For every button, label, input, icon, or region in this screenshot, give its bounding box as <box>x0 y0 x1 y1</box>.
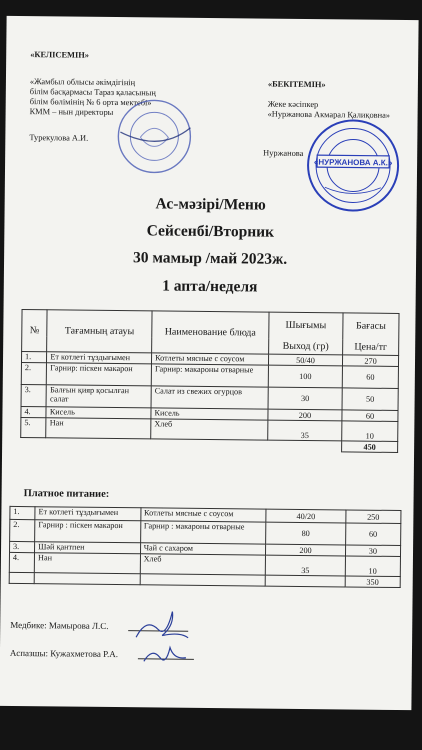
table-row: 1. Ет котлеті тұздығымен Котлеты мясные с соусом 40/20 250 <box>10 506 401 523</box>
left-line-4: КММ – нын директоры <box>29 107 114 117</box>
total-price: 450 <box>342 441 398 453</box>
cook-label: Аспазшы: Кужахметова Р.А. <box>9 647 119 660</box>
left-line-3: білім бөлімінің № 6 орта мектебі» <box>29 97 152 108</box>
table-row: 1. Ет котлеті тұздығымен Котлеты мясные с соусом 50/40 270 <box>21 352 398 367</box>
paid-total-price: 350 <box>345 576 400 588</box>
table-row: 2. Гарнир : піскен макарон Гарнир : макароны отварные 80 60 <box>10 519 401 545</box>
date-title: 30 мамыр /май 2023ж. <box>132 249 288 268</box>
right-line-2: «Нуржанова Акмарал Қалиқовна» <box>267 109 391 120</box>
col-name-ru: Наименование блюда <box>152 311 269 354</box>
stamp-name-text: «НУРЖАНОВА А.К.» <box>313 157 393 168</box>
left-line-2: білім басқармасы Тараз қаласының <box>29 87 156 98</box>
table-row: 4. Кисель Кисель 200 60 <box>21 407 398 422</box>
left-signer: Турекулова А.И. <box>29 133 89 143</box>
document-page <box>0 16 419 710</box>
table-row: 2. Гарнир: піскен макарон Гарнир: макароны отварные 100 60 <box>21 363 398 389</box>
paid-meals-table <box>9 506 402 588</box>
right-signer: Нуржанова <box>263 148 304 158</box>
col-number: № <box>22 310 48 352</box>
col-portion-ru: Выход (гр) <box>269 338 343 355</box>
day-title: Сейсенбі/Вторник <box>146 222 275 241</box>
left-stamp-seal <box>115 97 194 176</box>
col-name-kz: Тағамның атауы <box>47 310 152 353</box>
col-price-kz: Бағасы <box>343 313 399 340</box>
week-title: 1 апта/неделя <box>162 277 258 296</box>
table-row: 4. Нан Хлеб 35 10 <box>9 552 400 576</box>
approved-heading: «БЕКІТЕМІН» <box>267 79 326 90</box>
left-line-1: «Жамбыл облысы әкімдігінің <box>29 77 136 88</box>
table-row: 5. Нан Хлеб 35 10 <box>21 418 398 442</box>
nurse-label: Медбике: Мамырова Л.С. <box>10 619 109 631</box>
col-portion-kz: Шығымы <box>269 312 343 339</box>
table-row: 3. Шәй қантпен Чай с сахаром 200 30 <box>10 541 401 556</box>
cook-signature <box>140 637 190 672</box>
right-line-1: Жеке кәсіпкер <box>267 99 319 110</box>
agreed-heading: «КЕЛІСЕМІН» <box>30 50 90 60</box>
menu-title: Ас-мәзірі/Меню <box>155 195 266 214</box>
paid-meals-heading: Платное питание: <box>23 488 110 500</box>
table-row: 3. Балғын қияр қосылған салат Салат из свежих огурцов 30 50 <box>21 385 398 411</box>
col-price-ru: Цена/тг <box>343 339 399 356</box>
menu-table <box>20 309 399 453</box>
